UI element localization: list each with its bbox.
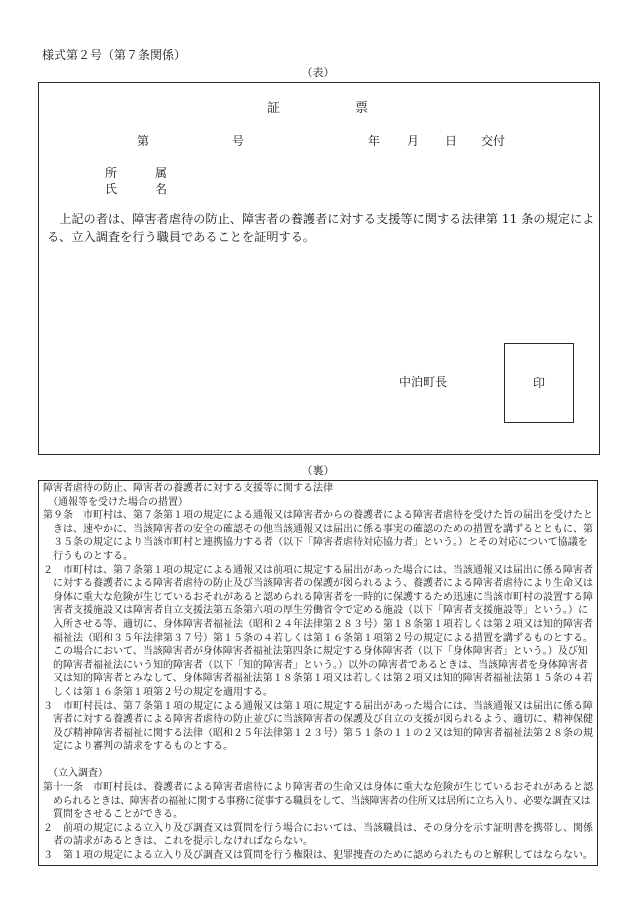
law-text-line: 第十一条 市町村長は、養護者による障害者虐待により障害者の生命又は身体に重大な危険が生じているおそれがあると認 xyxy=(43,782,593,794)
law-text-line: ２ 前項の規定による立入り及び調査又は質問を行う場合においては、当該職員は、その身分を示す証明書を携帯し、関係 xyxy=(43,822,593,834)
law-text-line: ３５条の規定により当該市町村と連携協力する者（以下「障害者虐待対応協力者」という。）とその対応について協議を xyxy=(53,537,588,549)
issuer-name: 中泊町長 xyxy=(399,375,448,389)
spacer xyxy=(43,754,597,768)
law-text-line: 質問をさせることができる。 xyxy=(53,809,183,821)
law-text-line: 害者に対する養護者による障害者虐待の防止並びに当該障害者の保護及び自立の支援が図られるよう、適切に、精神保健 xyxy=(53,714,593,726)
article-caption: （通報等を受けた場合の措置） xyxy=(48,496,188,508)
front-side-label: （表） xyxy=(301,66,335,79)
law-excerpt-back xyxy=(38,480,598,866)
statement-line: 上記の者は、障害者虐待の防止、障害者の養護者に対する支援等に関する法律第 11 条の規定によ xyxy=(47,212,595,226)
law-text-line: この場合において、当該障害者が身体障害者福祉法第四条に規定する身体障害者（以下「身体障害者」という。）及び知 xyxy=(53,646,588,658)
law-text-line: 者の請求があるときは、これを提示しなければならない。 xyxy=(53,836,313,848)
certification-statement xyxy=(47,210,594,246)
law-text-line: 及び精神障害者福祉に関する法律（昭和２５年法律第１２３号）第５１条の１１の２又は知的障害者福祉法第２８条の規 xyxy=(53,727,593,739)
name-label-char: 名 xyxy=(155,182,168,196)
certificate-title-char: 証 xyxy=(267,101,281,116)
seal-label: 印 xyxy=(532,376,545,390)
law-text-line: められるときは、障害者の福祉に関する事務に従事する職員をして、当該障害者の住所又は居所に立ち入り、必要な調査又は xyxy=(53,795,591,807)
certificate-title-char: 票 xyxy=(355,101,369,116)
law-text-line: しくは第１６条第１項第２号の規定を適用する。 xyxy=(53,686,273,698)
law-text-line: 定により審判の請求をするものとする。 xyxy=(53,741,233,753)
affiliation-label-char: 所 xyxy=(105,166,118,180)
issue-label: 交付 xyxy=(481,134,506,148)
law-text-line: 入所させる等、適切に、身体障害者福祉法（昭和２４年法律第２８３号）第１８条第１項若しくは第２項又は知的障害者 xyxy=(53,618,593,630)
law-text-line: 行うものとする。 xyxy=(53,550,133,562)
article-caption: （立入調査） xyxy=(48,768,108,780)
law-text-line: ２ 市町村は、第７条第１項の規定による通報又は前項に規定する届出があった場合には、当該通報又は届出に係る障害者 xyxy=(43,564,593,576)
affiliation-label-char: 属 xyxy=(155,166,168,180)
law-title: 障害者虐待の防止、障害者の養護者に対する支援等に関する法律 xyxy=(43,483,333,494)
back-side-label: （裏） xyxy=(301,464,335,477)
law-text-line: 身体に重大な危険が生じているおそれがあると認められる障害者を一時的に保護するため迅速に当該市町村の設置する障 xyxy=(53,591,593,603)
seal-box xyxy=(504,343,574,423)
law-text-line: 第９条 市町村は、第７条第１項の規定による通報又は障害者からの養護者による障害者虐待を受けた旨の届出を受けたと xyxy=(43,510,593,522)
statement-line: る、立入調査を行う職員であることを証明する。 xyxy=(47,230,316,244)
id-certificate-front xyxy=(38,82,600,455)
law-text-line: 害者支援施設又は障害者自立支援法第五条第六項の厚生労働省令で定める施設（以下「障害者支援施設等」という。）に xyxy=(53,605,588,617)
issue-number-suffix: 号 xyxy=(232,134,245,148)
form-number: 様式第２号（第７条関係） xyxy=(42,48,187,62)
issue-date-year: 年 xyxy=(368,134,381,148)
law-text-line: きは、速やかに、当該障害者の安全の確認その他当該通報又は届出に係る事実の確認のための措置を講ずるとともに、第 xyxy=(53,523,593,535)
law-text-line: ３ 市町村長は、第７条第１項の規定による通報又は第１項に規定する届出があった場合には、当該通報又は届出に係る障 xyxy=(43,700,593,712)
issue-date-month: 月 xyxy=(407,134,420,148)
issue-number-prefix: 第 xyxy=(137,134,150,148)
law-text-line: 又は知的障害者とみなして、身体障害者福祉法第１８条第１項又は若しくは第２項又は知的障害者福祉法第１５条の４若 xyxy=(53,673,593,685)
law-text-line: に対する養護者による障害者虐待の防止及び当該障害者の保護が図られるよう、養護者による障害者虐待により生命又は xyxy=(53,578,593,590)
name-label-char: 氏 xyxy=(105,182,118,196)
law-text-line: 的障害者福祉法にいう知的障害者（以下「知的障害者」という。）以外の障害者であるときは、当該障害者を身体障害者 xyxy=(53,659,588,671)
law-text-line: ３ 第１項の規定による立入り及び調査又は質問を行う権限は、犯罪捜査のために認められたものと解釈してはならない。 xyxy=(43,850,593,862)
issue-date-day: 日 xyxy=(445,134,458,148)
law-text-line: 福祉法（昭和３５年法律第３７号）第１５条の４若しくは第１６条第１項第２号の規定による措置を講ずるものとする。 xyxy=(53,632,593,644)
